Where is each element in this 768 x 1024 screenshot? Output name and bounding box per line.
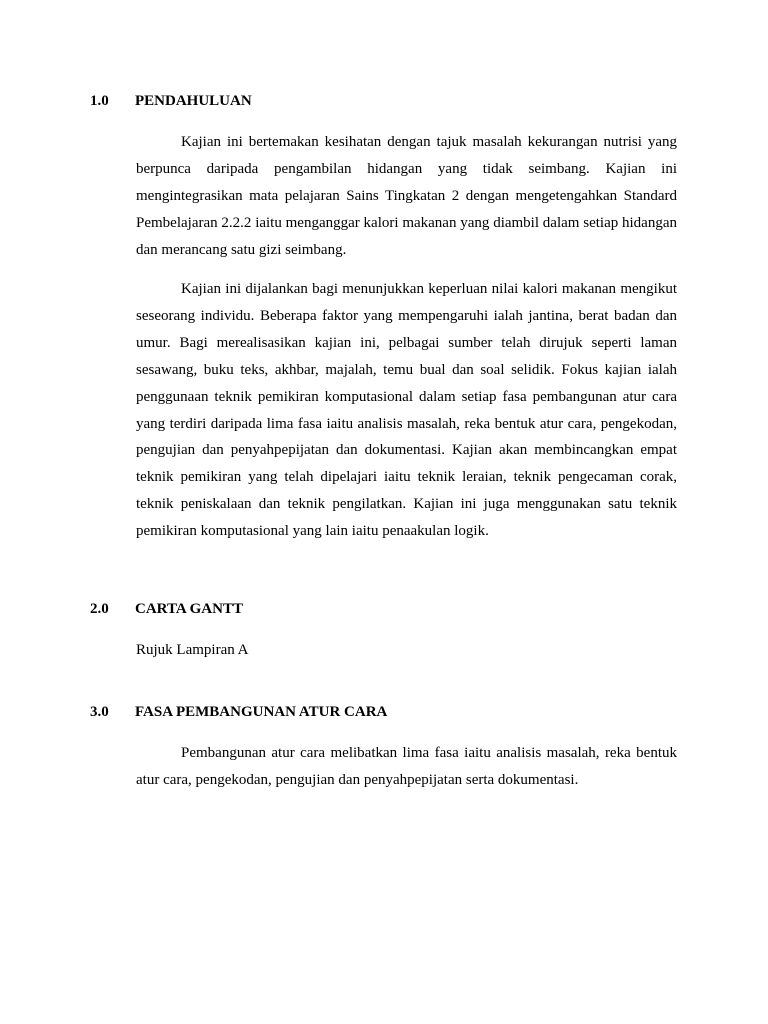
paragraph-fasa-pembangunan: Pembangunan atur cara melibatkan lima fasa iaitu analisis masalah, reka bentuk atur cara, pengekodan, pengujian dan penyahpepijatan serta dokumentasi. — [136, 745, 677, 788]
section-number: 1.0 — [90, 93, 109, 109]
section-heading-carta-gantt — [90, 601, 243, 618]
section-heading-fasa-pembangunan — [90, 704, 387, 721]
section-title: CARTA GANTT — [135, 601, 243, 617]
gantt-reference-text: Rujuk Lampiran A — [136, 642, 249, 658]
section-heading-pendahuluan — [90, 93, 252, 110]
section-title: PENDAHULUAN — [135, 93, 252, 109]
section-title: FASA PEMBANGUNAN ATUR CARA — [135, 704, 388, 720]
paragraph-intro-2: Kajian ini dijalankan bagi menunjukkan keperluan nilai kalori makanan mengikut seseorang individu. Beberapa faktor yang mempengaruhi ialah jantina, berat badan dan umur. Bagi merealisasikan kajian ini, pelbagai sumber telah dirujuk seperti laman sesawang, buku teks, akhbar, majalah, temu bual dan soal selidik. Fokus kajian ialah penggunaan teknik pemikiran komputasional dalam setiap fasa pembangunan atur cara yang terdiri daripada lima fasa iaitu analisis masalah, reka bentuk atur cara, pengekodan, pengujian dan penyahpepijatan dan dokumentasi. Kajian akan membincangkan empat teknik pemikiran yang telah dipelajari iaitu teknik leraian, teknik pengecaman corak, teknik peniskalaan dan teknik pengilatkan. Kajian ini juga menggunakan satu teknik pemikiran komputasional yang lain iaitu penaakulan logik. — [136, 281, 677, 540]
paragraph-intro-1: Kajian ini bertemakan kesihatan dengan tajuk masalah kekurangan nutrisi yang berpunca daripada pengambilan hidangan yang tidak seimbang. Kajian ini mengintegrasikan mata pelajaran Sains Tingkatan 2 dengan mengetengahkan Standard Pembelajaran 2.2.2 iaitu menganggar kalori makanan yang diambil dalam setiap hidangan dan merancang satu gizi seimbang. — [136, 134, 677, 258]
section-number: 3.0 — [90, 704, 109, 720]
section-number: 2.0 — [90, 601, 109, 617]
